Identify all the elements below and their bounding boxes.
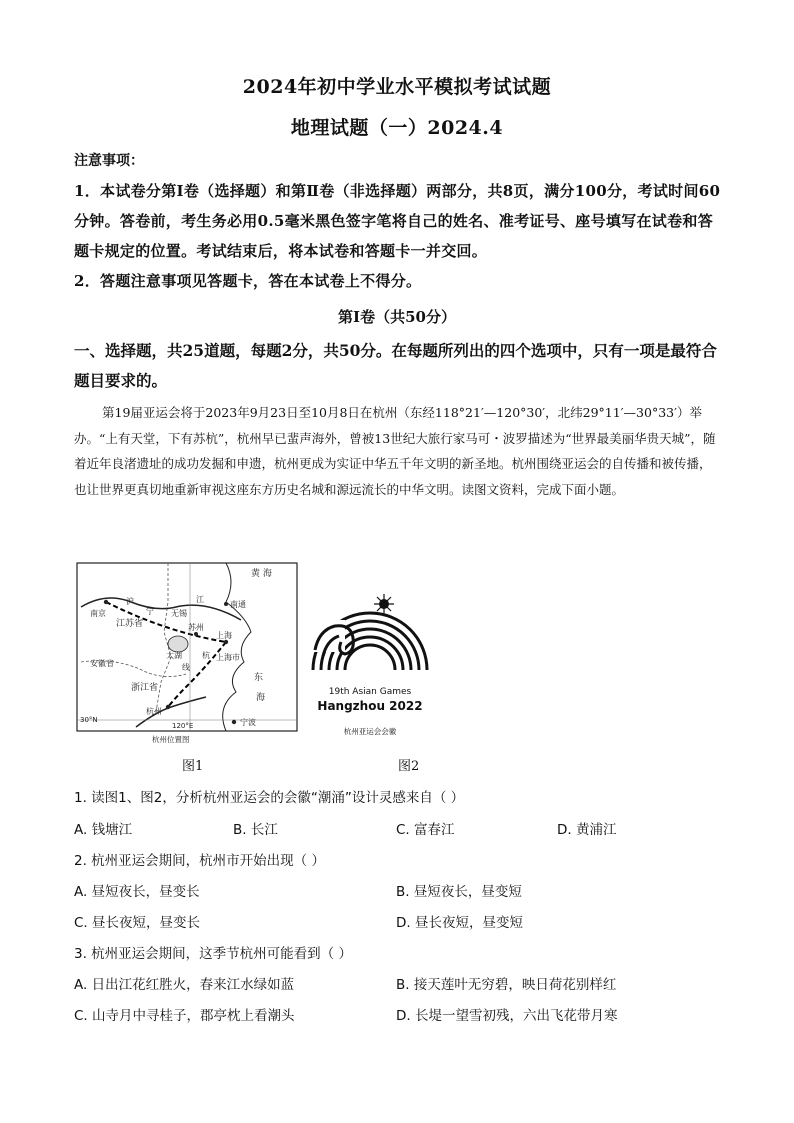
map-label-dong: 东	[254, 673, 264, 683]
question-1-option-b[interactable]: B. 长江	[233, 822, 278, 838]
map-city-dot	[224, 602, 228, 606]
map-title: 杭州位置图	[152, 735, 190, 744]
figure-2-caption: 图2	[398, 759, 420, 774]
exam-title: 2024年初中学业水平模拟考试试题	[242, 76, 552, 98]
map-label-ning: 宁	[146, 607, 154, 616]
emblem-sun-icon	[374, 594, 394, 614]
map-label-nantong: 南通	[230, 600, 246, 609]
question-3-option-b[interactable]: B. 接天莲叶无穷碧，映日荷花别样红	[396, 977, 617, 993]
map-city-dot	[166, 705, 170, 709]
map-label-hang: 杭	[202, 651, 210, 660]
map-label-lat30: 30°N	[80, 716, 98, 724]
map-label-xian: 线	[182, 663, 190, 672]
question-3-option-c[interactable]: C. 山寺月中寻桂子，郡亭枕上看潮头	[74, 1008, 295, 1024]
map-label-shanghai: 上海	[216, 631, 232, 640]
emblem-line-1: 19th Asian Games	[328, 687, 412, 697]
map-label-zhejiang: 浙江省	[131, 683, 159, 693]
map-label-suzhou: 苏州	[188, 623, 204, 632]
question-1-option-a[interactable]: A. 钱塘江	[74, 822, 133, 838]
map-label-jiang: 江	[196, 595, 204, 604]
map-label-shanghai-city: 上海市	[216, 653, 240, 662]
notice-item-1: 1．本试卷分第Ⅰ卷（选择题）和第Ⅱ卷（非选择题）两部分，共8页，满分100分，考试时间60分钟。答卷前，考生务必用0.5毫米黑色签字笔将自己的姓名、准考证号、座号填写在试卷和答题卡规定的位置。考试结束后，将本试卷和答题卡一并交回。	[74, 182, 721, 260]
map-label-hu: 沪	[126, 597, 134, 606]
question-2-option-b[interactable]: B. 昼短夜长，昼变短	[396, 884, 522, 900]
map-label-jiangsu: 江苏省	[116, 619, 144, 629]
question-1-stem: 1. 读图1、图2，分析杭州亚运会的会徽“潮涌”设计灵感来自（ ）	[74, 790, 465, 806]
exam-subtitle: 地理试题（一）2024.4	[290, 117, 504, 139]
map-city-dot	[194, 632, 198, 636]
section-title: 一、选择题，共25道题，每题2分，共50分。在每题所列出的四个选项中，只有一项是最符合题目要求的。	[74, 341, 717, 390]
map-label-huanghai: 黄 海	[251, 569, 272, 579]
part-title: 第Ⅰ卷（共50分）	[338, 308, 456, 326]
map-city-dot	[224, 640, 228, 644]
question-3-stem: 3. 杭州亚运会期间，这季节杭州可能看到（ ）	[74, 946, 352, 962]
reading-passage: 第19届亚运会将于2023年9月23日至10月8日在杭州（东经118°21′—120°30′，北纬29°11′—30°33′）举办。“上有天堂，下有苏杭”，杭州早已蜚声海外，曾被13世纪大旅行家马可・波罗描述为“世界最美丽华贵天城”，随着近年良渚遗址的成功发掘和申遗，杭州更成为实证中华五千年文明的新圣地。杭州围绕亚运会的自传播和被传播，也让世界更真切地重新审视这座东方历史名城和源远流长的中华文明。读图文资料，完成下面小题。	[74, 405, 716, 497]
question-3-option-a[interactable]: A. 日出江花红胜火，春来江水绿如蓝	[74, 977, 295, 993]
map-label-hai: 海	[256, 693, 266, 703]
emblem-line-2: Hangzhou 2022	[317, 699, 423, 713]
map-label-lon120: 120°E	[172, 722, 194, 730]
map-city-dot	[232, 720, 236, 724]
question-2-option-d[interactable]: D. 昼长夜短，昼变短	[396, 915, 523, 931]
map-label-nanjing: 南京	[90, 609, 106, 618]
map-label-anhui: 安徽省	[90, 659, 114, 668]
map-taihu-lake	[168, 636, 188, 652]
question-2-option-c[interactable]: C. 昼长夜短，昼变长	[74, 915, 201, 931]
figure-2-emblem	[305, 590, 435, 740]
notice-item-2: 2．答题注意事项见答题卡，答在本试卷上不得分。	[74, 272, 422, 290]
emblem-caption: 杭州亚运会会徽	[343, 727, 397, 736]
notice-heading: 注意事项：	[74, 153, 144, 169]
question-3-option-d[interactable]: D. 长堤一望雪初残，六出飞花带月寒	[396, 1008, 618, 1024]
question-2-stem: 2. 杭州亚运会期间，杭州市开始出现（ ）	[74, 853, 325, 869]
question-2-option-a[interactable]: A. 昼短夜长，昼变长	[74, 884, 200, 900]
figure-1-caption: 图1	[182, 759, 204, 774]
figure-1-map	[76, 562, 298, 744]
question-1-option-c[interactable]: C. 富春江	[396, 822, 455, 838]
map-label-wuxi: 无锡	[171, 609, 187, 618]
map-city-dot	[104, 600, 108, 604]
map-label-taihu: 太湖	[166, 651, 182, 660]
map-label-hangzhou: 杭州	[146, 707, 162, 716]
question-1-option-d[interactable]: D. 黄浦江	[557, 822, 617, 838]
map-label-ningbo: 宁波	[240, 718, 256, 727]
